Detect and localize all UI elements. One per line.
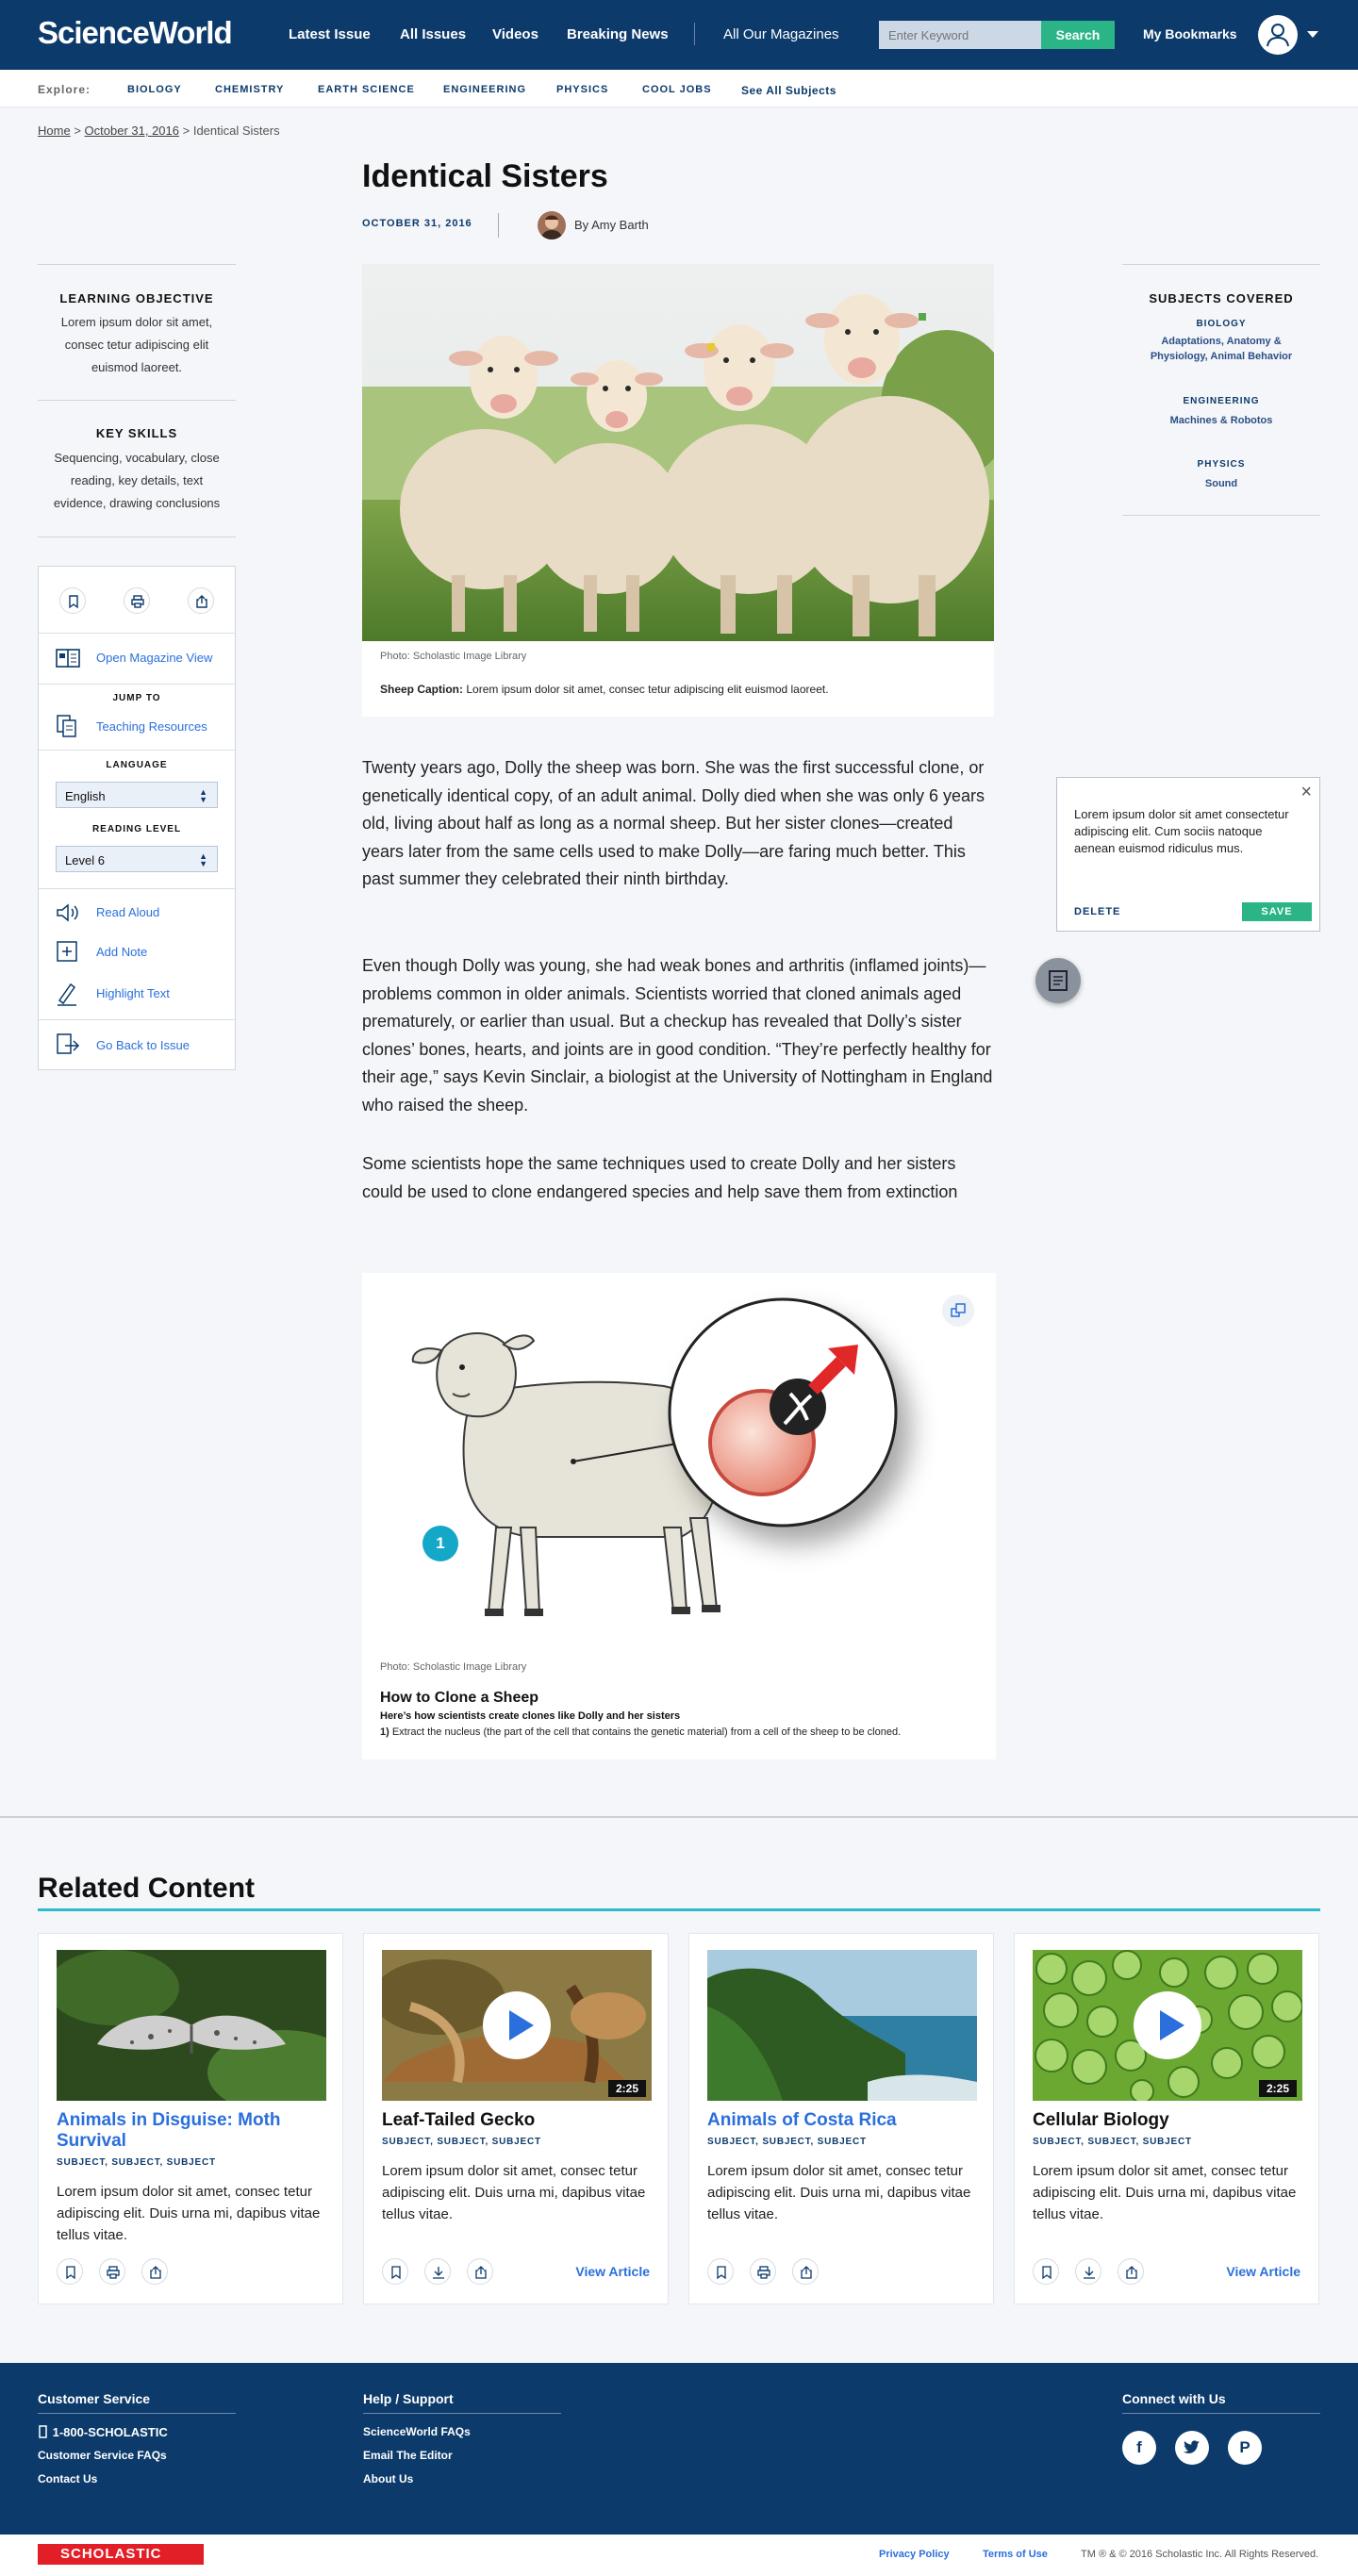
bookmark-icon[interactable] (382, 2258, 408, 2285)
nav-latest-issue[interactable]: Latest Issue (289, 26, 371, 42)
related-card[interactable] (688, 1933, 994, 2304)
close-icon[interactable]: × (1300, 782, 1312, 802)
related-content-heading: Related Content (38, 1873, 256, 1904)
search-button[interactable]: Search (1041, 21, 1115, 49)
toolbox-divider (39, 633, 235, 634)
facebook-icon[interactable]: f (1122, 2431, 1156, 2465)
card-subjects: SUBJECT, SUBJECT, SUBJECT (707, 2137, 867, 2147)
toolbox-divider (39, 750, 235, 751)
sidebar-divider (38, 264, 236, 265)
download-icon[interactable] (424, 2258, 451, 2285)
key-skills-heading: KEY SKILLS (95, 426, 178, 440)
reading-level-select[interactable] (56, 846, 218, 872)
bookmark-icon[interactable] (59, 587, 86, 614)
card-title[interactable]: Cellular Biology (1033, 2110, 1169, 2130)
delete-note-button[interactable]: DELETE (1074, 906, 1121, 917)
contact-us-link[interactable]: Contact Us (38, 2472, 98, 2485)
article-paragraph: Even though Dolly was young, she had weak bones and arthritis (inflamed joints)—problems common in older animals. Scientists worried that cloned animals aged prematurely, or earlier than usual. But a checkup has revealed that Dolly’s sister clones’ bones, hearts, and joints are in good condition. “They’re perfectly healthy for their age,” says Kevin Sinclair, a biologist at the University of Nottingham in England who raised the sheep. (362, 956, 993, 1115)
diagram-subtitle: Here’s how scientists create clones like Dolly and her sisters (380, 1710, 681, 1722)
privacy-policy-link[interactable]: Privacy Policy (879, 2549, 950, 2560)
sidebar-divider (1122, 515, 1320, 516)
related-card[interactable] (38, 1933, 343, 2304)
nav-divider (694, 23, 695, 45)
subject-earth-science[interactable]: EARTH SCIENCE (318, 84, 415, 95)
nav-all-issues[interactable]: All Issues (400, 26, 467, 42)
see-all-subjects-link[interactable]: See All Subjects (741, 84, 836, 97)
diagram-step-text: Extract the nucleus (the part of the cell that contains the genetic material) from a cell of the sheep to be cloned. (391, 1726, 902, 1738)
nav-all-magazines[interactable]: All Our Magazines (723, 26, 839, 42)
subject-biology[interactable]: BIOLOGY (127, 84, 182, 95)
subject-cool-jobs[interactable]: COOL JOBS (642, 84, 712, 95)
related-content-underline (38, 1908, 1320, 1911)
subject-detail-engineering[interactable]: Machines & Robotos (1169, 415, 1273, 426)
related-card[interactable] (1014, 1933, 1319, 2304)
open-magazine-view-link[interactable]: Open Magazine View (96, 651, 213, 665)
view-article-link[interactable]: View Article (1226, 2264, 1300, 2279)
video-duration: 2:25 (1259, 2080, 1297, 2097)
clone-diagram-card (362, 1273, 996, 1759)
cells-video-thumbnail[interactable] (1033, 1950, 1302, 2101)
scienceworld-logo[interactable]: ScienceWorld (38, 15, 232, 50)
scholastic-logo[interactable]: SCHOLASTIC (38, 2544, 204, 2565)
subject-group-physics[interactable]: PHYSICS (1197, 459, 1246, 470)
meta-divider (498, 213, 499, 238)
breadcrumb (38, 124, 280, 138)
learning-objective-text: Lorem ipsum dolor sit amet, consec tetur adipiscing elit euismod laoreet. (60, 315, 213, 374)
print-icon[interactable] (750, 2258, 776, 2285)
copyright-text: TM ® & © 2016 Scholastic Inc. All Rights Reserved. (1081, 2549, 1319, 2560)
account-dropdown-icon[interactable] (1307, 31, 1318, 38)
phone-icon (38, 2425, 49, 2438)
diagram-step (380, 1726, 901, 1738)
sidebar-divider (1122, 264, 1320, 265)
terms-of-use-link[interactable]: Terms of Use (983, 2549, 1048, 2560)
note-marker-icon[interactable] (1035, 958, 1081, 1003)
footer-divider (363, 2413, 561, 2414)
subjects-covered-heading: SUBJECTS COVERED (1149, 291, 1294, 305)
key-skills-text: Sequencing, vocabulary, close reading, key details, text evidence, drawing conclusions (53, 451, 221, 510)
note-text[interactable]: Lorem ipsum dolor sit amet consectetur adipiscing elit. Cum sociis natoque aenean euismod ridiculus mus. (1074, 807, 1289, 855)
jump-to-label: JUMP TO (112, 693, 161, 703)
card-subjects: SUBJECT, SUBJECT, SUBJECT (57, 2157, 216, 2168)
share-icon[interactable] (1118, 2258, 1144, 2285)
section-divider (0, 1816, 1358, 1818)
phone-number: 1-800-SCHOLASTIC (52, 2425, 168, 2439)
diagram-step-badge[interactable]: 1 (422, 1526, 458, 1561)
learning-objective-heading: LEARNING OBJECTIVE (59, 291, 214, 305)
author-avatar (538, 211, 566, 239)
scienceworld-faqs-link[interactable]: ScienceWorld FAQs (363, 2425, 471, 2438)
caption-text: Lorem ipsum dolor sit amet, consec tetur adipiscing elit euismod laoreet. (466, 683, 829, 696)
select-arrows-icon: ▲ ▼ (199, 787, 207, 804)
costa-rica-thumbnail[interactable] (707, 1950, 977, 2101)
reading-level-value: Level 6 (65, 853, 105, 867)
breadcrumb-separator: > (74, 124, 81, 138)
article-paragraph: Some scientists hope the same techniques used to create Dolly and her sisters could be used to clone endangered species and help save them from extinction (362, 1154, 958, 1201)
user-avatar-icon[interactable] (1258, 15, 1298, 55)
breadcrumb-home[interactable]: Home (38, 124, 71, 138)
email-editor-link[interactable]: Email The Editor (363, 2449, 453, 2462)
help-support-heading: Help / Support (363, 2391, 454, 2406)
teaching-resources-link[interactable]: Teaching Resources (96, 719, 207, 734)
highlighter-icon (56, 982, 78, 1006)
toolbox-divider (39, 684, 235, 685)
article-toolbox (38, 566, 236, 1070)
about-us-link[interactable]: About Us (363, 2472, 414, 2485)
save-note-button[interactable]: SAVE (1242, 902, 1312, 921)
select-arrows-icon: ▲ ▼ (199, 851, 207, 868)
video-duration: 2:25 (608, 2080, 646, 2097)
article-author[interactable]: By Amy Barth (574, 218, 649, 232)
language-select[interactable] (56, 782, 218, 808)
diagram-step-number: 1) (380, 1726, 389, 1738)
subject-group-engineering[interactable]: ENGINEERING (1183, 396, 1260, 406)
card-subjects: SUBJECT, SUBJECT, SUBJECT (1033, 2137, 1192, 2147)
card-description: Lorem ipsum dolor sit amet, consec tetur adipiscing elit. Duis urna mi, dapibus vitae tellus vitae. (1033, 2163, 1297, 2222)
print-icon[interactable] (124, 587, 150, 614)
magazine-view-icon (56, 648, 80, 669)
breadcrumb-separator: > (182, 124, 190, 138)
card-title[interactable]: Animals of Costa Rica (707, 2110, 897, 2130)
share-icon[interactable] (792, 2258, 819, 2285)
sidebar-divider (38, 400, 236, 401)
search-input[interactable] (879, 21, 1041, 49)
print-icon[interactable] (99, 2258, 125, 2285)
bookmark-icon[interactable] (57, 2258, 83, 2285)
my-bookmarks-link[interactable]: My Bookmarks (1143, 26, 1237, 41)
back-to-issue-icon (56, 1032, 80, 1057)
diagram-title: How to Clone a Sheep (380, 1690, 539, 1706)
pinterest-icon[interactable]: P (1228, 2431, 1262, 2465)
teaching-resources-icon (56, 714, 78, 738)
sheep-photo (362, 264, 994, 641)
card-description: Lorem ipsum dolor sit amet, consec tetur adipiscing elit. Duis urna mi, dapibus vitae tellus vitae. (382, 2163, 646, 2222)
share-icon[interactable] (467, 2258, 493, 2285)
toolbox-divider (39, 888, 235, 889)
photo-caption (380, 683, 829, 696)
subject-bar (0, 70, 1358, 107)
breadcrumb-issue[interactable]: October 31, 2016 (84, 124, 179, 138)
subject-physics[interactable]: PHYSICS (556, 84, 609, 95)
diagram-credit: Photo: Scholastic Image Library (380, 1661, 527, 1673)
footer-divider (38, 2413, 236, 2414)
article-title: Identical Sisters (362, 158, 608, 194)
article-date: OCTOBER 31, 2016 (362, 218, 472, 229)
reading-level-label: READING LEVEL (91, 824, 182, 834)
subject-detail-biology[interactable]: Adaptations, Anatomy & Physiology, Animal Behavior (1150, 336, 1293, 362)
language-value: English (65, 789, 106, 803)
bookmark-icon[interactable] (707, 2258, 734, 2285)
subject-chemistry[interactable]: CHEMISTRY (215, 84, 285, 95)
add-note-icon (56, 940, 78, 963)
nav-breaking-news[interactable]: Breaking News (567, 26, 669, 42)
expand-icon[interactable] (942, 1295, 974, 1327)
download-icon[interactable] (1075, 2258, 1101, 2285)
twitter-icon[interactable] (1175, 2431, 1209, 2465)
share-icon[interactable] (141, 2258, 168, 2285)
go-back-to-issue-link[interactable]: Go Back to Issue (96, 1038, 190, 1052)
caption-label: Sheep Caption: (380, 683, 464, 696)
top-navigation-bar (0, 0, 1358, 70)
article-photo-card (362, 264, 994, 717)
language-label: LANGUAGE (106, 760, 168, 770)
related-card[interactable] (363, 1933, 669, 2304)
toolbox-divider (39, 1019, 235, 1020)
card-subjects: SUBJECT, SUBJECT, SUBJECT (382, 2137, 541, 2147)
subject-group-biology[interactable]: BIOLOGY (1196, 319, 1247, 329)
play-button-icon[interactable] (483, 1991, 551, 2059)
subject-engineering[interactable]: ENGINEERING (443, 84, 527, 95)
moth-thumbnail[interactable] (57, 1950, 326, 2101)
phone-link[interactable] (38, 2425, 168, 2439)
breadcrumb-current: Identical Sisters (192, 124, 280, 138)
nav-videos[interactable]: Videos (492, 26, 538, 42)
highlight-text-button[interactable]: Highlight Text (96, 986, 170, 1000)
connect-heading: Connect with Us (1122, 2391, 1226, 2406)
add-note-button[interactable]: Add Note (96, 945, 148, 959)
card-description: Lorem ipsum dolor sit amet, consec tetur adipiscing elit. Duis urna mi, dapibus vitae tellus vitae. (707, 2163, 971, 2222)
read-aloud-button[interactable]: Read Aloud (96, 905, 160, 919)
card-title[interactable]: Animals in Disguise: Moth Survival (57, 2110, 281, 2151)
customer-service-heading: Customer Service (38, 2391, 151, 2406)
sheep-clone-illustration (362, 1273, 996, 1650)
subject-detail-physics[interactable]: Sound (1204, 478, 1238, 489)
view-article-link[interactable]: View Article (575, 2264, 650, 2279)
share-icon[interactable] (188, 587, 214, 614)
footer-divider (1122, 2413, 1320, 2414)
card-description: Lorem ipsum dolor sit amet, consec tetur adipiscing elit. Duis urna mi, dapibus vitae tellus vitae. (57, 2184, 321, 2243)
explore-label: Explore: (38, 83, 91, 96)
gecko-video-thumbnail[interactable] (382, 1950, 652, 2101)
card-title[interactable]: Leaf-Tailed Gecko (382, 2110, 536, 2130)
customer-faqs-link[interactable]: Customer Service FAQs (38, 2449, 167, 2462)
article-paragraph: Twenty years ago, Dolly the sheep was born. She was the first successful clone, or genetically identical copy, of an adult animal. Dolly died when she was only 6 years old, living about half as long as a normal sheep. But her sister clones—created years later from the same cells used to make Dolly—are faring much better. This past summer they celebrated their ninth birthday. (362, 758, 985, 888)
sticky-note-popup (1056, 777, 1320, 932)
photo-credit: Photo: Scholastic Image Library (380, 651, 527, 662)
play-button-icon[interactable] (1134, 1991, 1201, 2059)
speaker-icon (56, 902, 80, 923)
bookmark-icon[interactable] (1033, 2258, 1059, 2285)
